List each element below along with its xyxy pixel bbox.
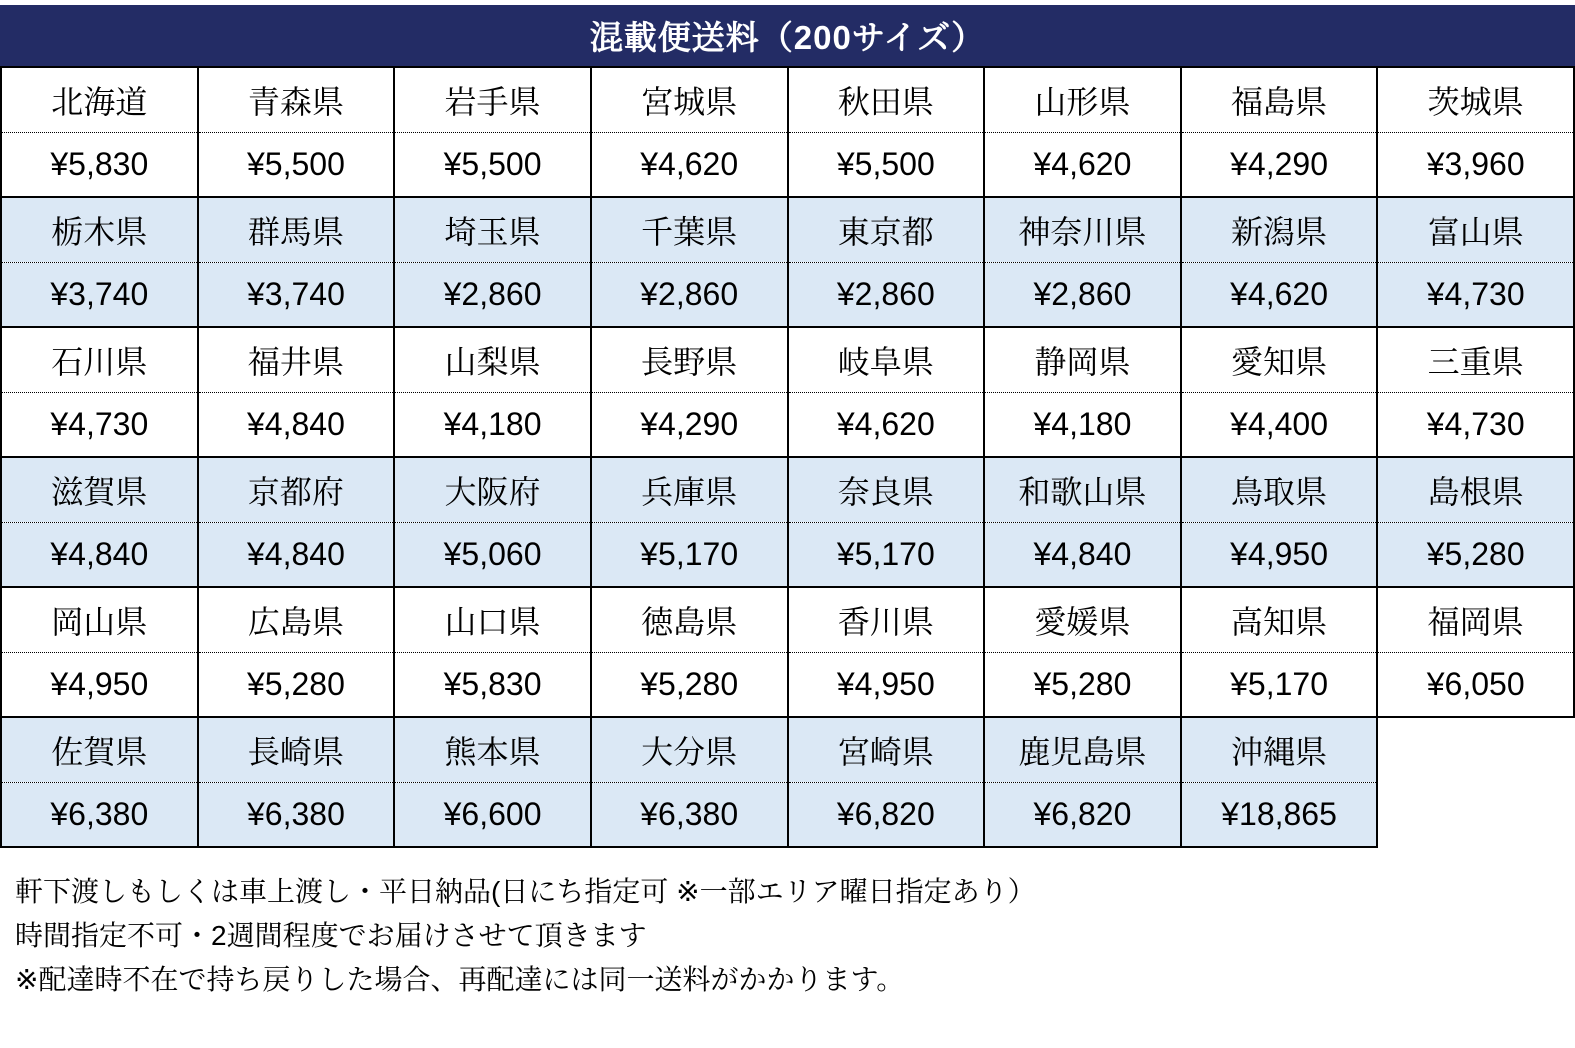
- price-cell: ¥3,740: [198, 262, 395, 327]
- empty-cell: [1377, 717, 1574, 782]
- price-cell: ¥2,860: [591, 262, 788, 327]
- prefecture-cell: 宮城県: [591, 67, 788, 132]
- price-cell: ¥4,290: [1181, 132, 1378, 197]
- price-cell: ¥6,820: [788, 782, 985, 847]
- price-cell: ¥4,840: [198, 392, 395, 457]
- price-cell: ¥4,180: [984, 392, 1181, 457]
- prefecture-cell: 静岡県: [984, 327, 1181, 392]
- prefecture-cell: 福島県: [1181, 67, 1378, 132]
- fee-table-body: [1, 67, 1574, 847]
- price-cell: ¥6,820: [984, 782, 1181, 847]
- prefecture-cell: 広島県: [198, 587, 395, 652]
- prefecture-cell: 福岡県: [1377, 587, 1574, 652]
- price-cell: ¥6,380: [591, 782, 788, 847]
- price-row: [1, 262, 1574, 327]
- prefecture-cell: 滋賀県: [1, 457, 198, 522]
- price-cell: ¥5,500: [394, 132, 591, 197]
- prefecture-cell: 青森県: [198, 67, 395, 132]
- prefecture-cell: 大分県: [591, 717, 788, 782]
- prefecture-cell: 愛知県: [1181, 327, 1378, 392]
- price-cell: ¥18,865: [1181, 782, 1378, 847]
- price-cell: ¥5,280: [1377, 522, 1574, 587]
- prefecture-cell: 山形県: [984, 67, 1181, 132]
- prefecture-cell: 愛媛県: [984, 587, 1181, 652]
- price-cell: ¥4,840: [198, 522, 395, 587]
- price-cell: ¥4,180: [394, 392, 591, 457]
- prefecture-cell: 鳥取県: [1181, 457, 1378, 522]
- price-cell: ¥4,950: [788, 652, 985, 717]
- price-cell: ¥5,170: [788, 522, 985, 587]
- note-delivery-terms: 軒下渡しもしくは車上渡し・平日納品(日にち指定可 ※一部エリア曜日指定あり）: [15, 876, 1036, 907]
- price-cell: ¥4,290: [591, 392, 788, 457]
- prefecture-cell: 兵庫県: [591, 457, 788, 522]
- note-redelivery-fee: ※配達時不在で持ち戻りした場合、再配達には同一送料がかかります。: [15, 964, 905, 995]
- price-cell: ¥2,860: [394, 262, 591, 327]
- prefecture-cell: 岐阜県: [788, 327, 985, 392]
- price-cell: ¥6,380: [1, 782, 198, 847]
- price-cell: ¥5,170: [1181, 652, 1378, 717]
- prefecture-cell: 大阪府: [394, 457, 591, 522]
- price-row: [1, 392, 1574, 457]
- note-time-window: 時間指定不可・2週間程度でお届けさせて頂きます: [15, 920, 647, 951]
- prefecture-name-row: [1, 67, 1574, 132]
- price-cell: ¥5,500: [198, 132, 395, 197]
- prefecture-cell: 和歌山県: [984, 457, 1181, 522]
- price-row: [1, 652, 1574, 717]
- price-cell: ¥4,620: [984, 132, 1181, 197]
- price-cell: ¥5,280: [591, 652, 788, 717]
- prefecture-cell: 秋田県: [788, 67, 985, 132]
- prefecture-cell: 佐賀県: [1, 717, 198, 782]
- prefecture-name-row: [1, 327, 1574, 392]
- prefecture-cell: 新潟県: [1181, 197, 1378, 262]
- price-cell: ¥5,500: [788, 132, 985, 197]
- prefecture-cell: 埼玉県: [394, 197, 591, 262]
- prefecture-cell: 長野県: [591, 327, 788, 392]
- price-cell: ¥4,620: [788, 392, 985, 457]
- prefecture-cell: 岩手県: [394, 67, 591, 132]
- prefecture-name-row: [1, 717, 1574, 782]
- prefecture-cell: 高知県: [1181, 587, 1378, 652]
- prefecture-cell: 茨城県: [1377, 67, 1574, 132]
- price-cell: ¥4,730: [1, 392, 198, 457]
- prefecture-cell: 富山県: [1377, 197, 1574, 262]
- shipping-fee-table: [0, 66, 1575, 848]
- price-cell: ¥2,860: [788, 262, 985, 327]
- price-cell: ¥5,280: [984, 652, 1181, 717]
- price-row: [1, 522, 1574, 587]
- prefecture-cell: 石川県: [1, 327, 198, 392]
- price-cell: ¥4,840: [1, 522, 198, 587]
- price-cell: ¥4,620: [591, 132, 788, 197]
- prefecture-cell: 長崎県: [198, 717, 395, 782]
- price-cell: ¥2,860: [984, 262, 1181, 327]
- prefecture-cell: 鹿児島県: [984, 717, 1181, 782]
- price-cell: ¥5,280: [198, 652, 395, 717]
- prefecture-cell: 群馬県: [198, 197, 395, 262]
- prefecture-name-row: [1, 457, 1574, 522]
- prefecture-cell: 東京都: [788, 197, 985, 262]
- price-cell: ¥4,840: [984, 522, 1181, 587]
- price-cell: ¥5,830: [1, 132, 198, 197]
- prefecture-name-row: [1, 587, 1574, 652]
- price-cell: ¥4,400: [1181, 392, 1378, 457]
- price-row: [1, 782, 1574, 847]
- price-cell: ¥3,960: [1377, 132, 1574, 197]
- prefecture-cell: 岡山県: [1, 587, 198, 652]
- prefecture-cell: 奈良県: [788, 457, 985, 522]
- price-cell: ¥5,060: [394, 522, 591, 587]
- table-title-bar: [0, 5, 1575, 66]
- prefecture-cell: 熊本県: [394, 717, 591, 782]
- prefecture-cell: 千葉県: [591, 197, 788, 262]
- price-cell: ¥6,600: [394, 782, 591, 847]
- prefecture-cell: 三重県: [1377, 327, 1574, 392]
- prefecture-cell: 沖縄県: [1181, 717, 1378, 782]
- prefecture-cell: 香川県: [788, 587, 985, 652]
- price-cell: ¥5,170: [591, 522, 788, 587]
- price-cell: ¥6,050: [1377, 652, 1574, 717]
- price-cell: ¥4,730: [1377, 262, 1574, 327]
- price-cell: ¥4,950: [1, 652, 198, 717]
- footer-notes: [15, 870, 1575, 1002]
- prefecture-name-row: [1, 197, 1574, 262]
- price-cell: ¥3,740: [1, 262, 198, 327]
- table-title: 混載便送料（200サイズ）: [589, 19, 986, 56]
- prefecture-cell: 栃木県: [1, 197, 198, 262]
- prefecture-cell: 島根県: [1377, 457, 1574, 522]
- price-cell: ¥5,830: [394, 652, 591, 717]
- prefecture-cell: 北海道: [1, 67, 198, 132]
- prefecture-cell: 京都府: [198, 457, 395, 522]
- empty-cell: [1377, 782, 1574, 847]
- prefecture-cell: 宮崎県: [788, 717, 985, 782]
- price-row: [1, 132, 1574, 197]
- prefecture-cell: 神奈川県: [984, 197, 1181, 262]
- prefecture-cell: 山口県: [394, 587, 591, 652]
- prefecture-cell: 山梨県: [394, 327, 591, 392]
- price-cell: ¥4,730: [1377, 392, 1574, 457]
- prefecture-cell: 福井県: [198, 327, 395, 392]
- price-cell: ¥4,620: [1181, 262, 1378, 327]
- prefecture-cell: 徳島県: [591, 587, 788, 652]
- price-cell: ¥4,950: [1181, 522, 1378, 587]
- price-cell: ¥6,380: [198, 782, 395, 847]
